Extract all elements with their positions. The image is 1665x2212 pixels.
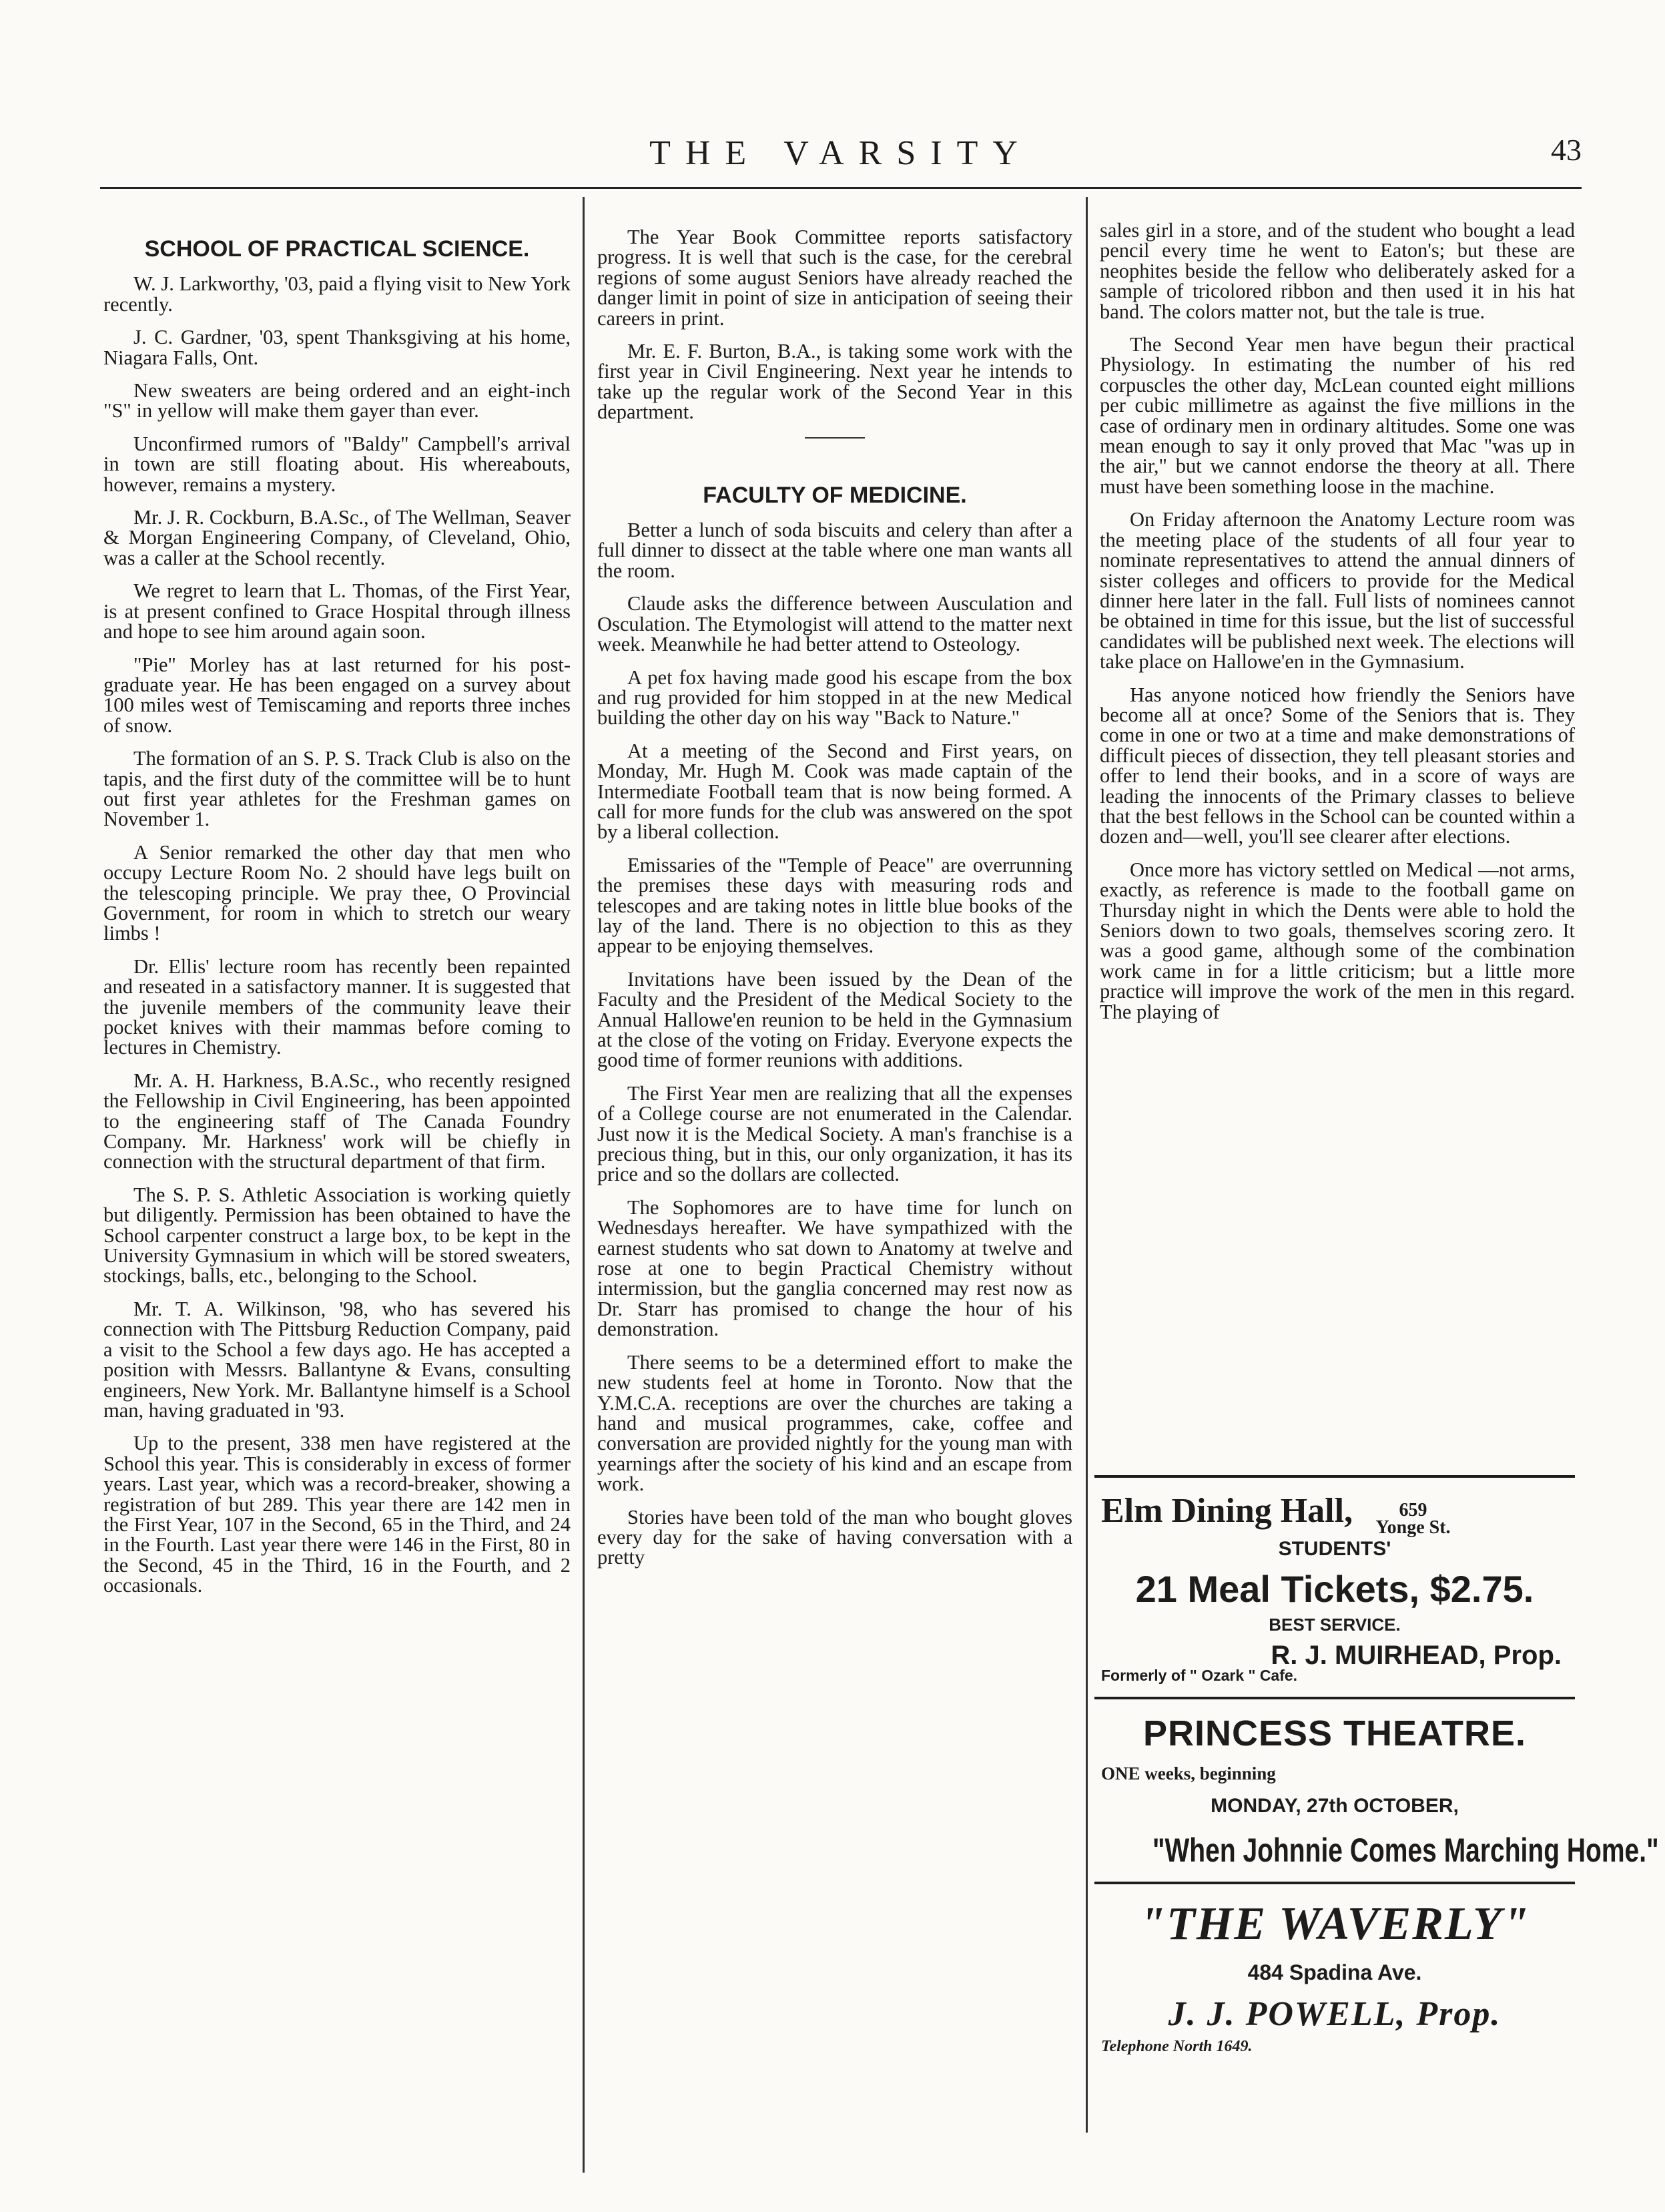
article-paragraph: Emissaries of the "Temple of Peace" are overrunning the premises these days with measuring rods and telescopes and are taking notes in little blue books of the lay of the land. There is no objection to this as they appear to be enjoying themselves. (597, 853, 1072, 958)
column-spse (103, 227, 571, 1609)
ad-princess-date: MONDAY, 27th OCTOBER, (1211, 1794, 1459, 1817)
header-rule (100, 187, 1582, 189)
page-header (100, 120, 1582, 180)
article-paragraph: Mr. A. H. Harkness, B.A.Sc., who recently resigned the Fellowship in Civil Engineering, has been appointed to the engineering staff of The Canada Foundry Company. Mr. Harkness' work will be chiefly in connection with the structural department of that firm. (103, 1069, 571, 1173)
article-paragraph: Mr. T. A. Wilkinson, '98, who has severed his connection with The Pittsburg Reduction Company, paid a visit to the School a few days ago. He has accepted a position with Messrs. Ballantyne & Evans, consulting engineers, New York. Mr. Ballantyne himself is a School man, having graduated in '93. (103, 1297, 571, 1422)
ad-elm-address-street: Yonge St. (1375, 1516, 1451, 1538)
article-paragraph: There seems to be a determined effort to make the new students feel at home in Toronto. Now that the Y.M.C.A. receptions are over the churches are taking a hand and musical programmes, cake, coffee and conversation are provided nightly for the young man with yearnings after the society of his kind and an escape from work. (597, 1350, 1072, 1496)
section-heading-medicine: FACULTY OF MEDICINE. (703, 482, 967, 508)
article-paragraph: A pet fox having made good his escape from the box and rug provided for him stopped in at the new Medical building the other day on his way "Back to Nature." (597, 665, 1072, 730)
article-paragraph: J. C. Gardner, '03, spent Thanksgiving at his home, Niagara Falls, Ont. (103, 326, 571, 369)
ad-the-waverly (1094, 1884, 1575, 2068)
article-paragraph: The Sophomores are to have time for lunch on Wednesdays hereafter. We have sympathized with the earnest students who sat down to Anatomy at twelve and rose at one to begin Practical Chemistry without intermission, but the ganglia concerned may rest now as Dr. Starr has promised to change the hour of his demonstration. (597, 1195, 1072, 1341)
article-paragraph: We regret to learn that L. Thomas, of the First Year, is at present confined to Grace Hospital through illness and hope to see him around again soon. (103, 579, 571, 643)
article-paragraph: W. J. Larkworthy, '03, paid a flying visit to New York recently. (103, 272, 571, 316)
ad-elm-address (1375, 1499, 1451, 1538)
ad-elm-proprietor: R. J. MUIRHEAD, Prop. (1271, 1640, 1562, 1670)
article-paragraph: Once more has victory settled on Medical —not arms, exactly, as reference is made to the football game on Thursday night in which the Dents were able to hold the Seniors down to two goals, themselves scoring zero. It was a good game, although some of the combination work came in for a little criticism; but a little more practice will improve the work of the men in this regard. The playing of (1100, 858, 1575, 1023)
article-paragraph: Dr. Ellis' lecture room has recently been repainted and reseated in a satisfactory manner. It is suggested that the juvenile members of the community leave their pocket knives with their mammas before coming to lectures in Chemistry. (103, 954, 571, 1059)
article-paragraph: On Friday afternoon the Anatomy Lecture room was the meeting place of the students of all four year to nominate representatives to attend the annual dinners of sister colleges and officers to provide for the Medical dinner here later in the fall. Full lists of nominees cannot be obtained in time for this issue, but the list of successful candidates will be published next week. The elections will take place on Hallowe'en in the Gymnasium. (1100, 508, 1575, 673)
article-paragraph: Invitations have been issued by the Dean of the Faculty and the President of the Medical Society to the Annual Hallowe'en reunion to be held in the Gymnasium at the close of the voting on Friday. Everyone expects the good time of former reunions with additions. (597, 967, 1072, 1072)
section-heading-spse: SCHOOL OF PRACTICAL SCIENCE. (144, 236, 530, 262)
article-paragraph: Better a lunch of soda biscuits and celery than after a full dinner to dissect at the table where one man wants all the room. (597, 519, 1072, 582)
section-separator (805, 437, 865, 439)
article-paragraph: Mr. J. R. Cockburn, B.A.Sc., of The Wellman, Seaver & Morgan Engineering Company, of Cleveland, Ohio, was a caller at the School recently. (103, 506, 571, 569)
page-number: 43 (1551, 133, 1582, 167)
newspaper-title: THE VARSITY (649, 134, 1032, 172)
column-divider-1 (583, 197, 585, 2173)
advertisements (1094, 1475, 1659, 2068)
ad-elm-name: Elm Dining Hall, (1101, 1492, 1353, 1530)
ad-princess-name: PRINCESS THEATRE. (1142, 1713, 1527, 1753)
ad-elm-dining-hall (1094, 1478, 1575, 1697)
article-paragraph: Has anyone noticed how friendly the Seniors have become all at once? Some of the Seniors that is. They come in one or two at a time and make demonstrations of difficult pieces of dissection, they tell pleasant stories and offer to lend their books, and in a score of ways are leading the innocents of the Primary classes to believe that the best fellows in the School can be counted within a dozen and—well, you'll see clearer after elections. (1100, 683, 1575, 848)
article-paragraph: sales girl in a store, and of the student who bought a lead pencil every time he went to Eaton's; but these are neophites beside the fellow who deliberately asked for a sample of tricolored ribbon and then used it in his hat band. The colors matter not, but the tale is true. (1100, 219, 1575, 323)
article-paragraph: Up to the present, 338 men have registered at the School this year. This is considerably in excess of former years. Last year, which was a record-breaker, showing a registration of but 289. This year there are 142 men in the First Year, 107 in the Second, 65 in the Third, and 24 in the Fourth. Last year there were 146 in the First, 80 in the Second, 45 in the Third, 16 in the Fourth, and 2 occasionals. (103, 1432, 571, 1597)
ad-princess-show: "When Johnnie Comes Marching Home." (1152, 1831, 1659, 1869)
ad-elm-students: STUDENTS' (1278, 1537, 1391, 1560)
ad-princess-weeks: ONE weeks, beginning (1101, 1763, 1276, 1783)
ad-elm-address-number: 659 (1399, 1499, 1427, 1520)
ad-waverly-proprietor: J. J. POWELL, Prop. (1168, 1994, 1502, 2033)
column-medicine-continued (1100, 220, 1575, 1035)
article-paragraph: Claude asks the difference between Ausculation and Osculation. The Etymologist will attend to the matter next week. Meanwhile he had better attend to Osteology. (597, 592, 1072, 656)
article-paragraph: The S. P. S. Athletic Association is working quietly but diligently. Permission has been obtained to have the School carpenter construct a large box, to be kept in the University Gymnasium in which will be stored sweaters, stockings, balls, etc., belonging to the School. (103, 1183, 571, 1288)
article-paragraph: Mr. E. F. Burton, B.A., is taking some work with the first year in Civil Engineering. Next year he intends to take up the regular work of the Second Year in this department. (597, 340, 1072, 424)
article-paragraph: The Year Book Committee reports satisfactory progress. It is well that such is the case, for the cerebral regions of some august Seniors have already reached the danger limit in point of size in anticipation of seeing their careers in print. (597, 226, 1072, 330)
article-paragraph: The formation of an S. P. S. Track Club is also on the tapis, and the first duty of the committee will be to hunt out first year athletes for the Freshman games on November 1. (103, 747, 571, 831)
ad-elm-formerly: Formerly of " Ozark " Cafe. (1101, 1666, 1298, 1684)
article-paragraph: At a meeting of the Second and First years, on Monday, Mr. Hugh M. Cook was made captain of the Intermediate Football team that is now being formed. A call for more funds for the club was answered on the spot by a liberal collection. (597, 739, 1072, 844)
article-paragraph: "Pie" Morley has at last returned for his post-graduate year. He has been engaged on a survey about 100 miles west of Temiscaming and reports three inches of snow. (103, 653, 571, 737)
ad-waverly-telephone: Telephone North 1649. (1101, 2037, 1253, 2055)
column-divider-2 (1086, 197, 1088, 2133)
ad-princess-theatre (1094, 1699, 1659, 1882)
ad-elm-service: BEST SERVICE. (1269, 1614, 1401, 1635)
article-paragraph: Stories have been told of the man who bought gloves every day for the sake of having conversation with a pretty (597, 1505, 1072, 1569)
article-paragraph: New sweaters are being ordered and an eight-inch "S" in yellow will make them gayer than ever. (103, 379, 571, 423)
article-paragraph: The Second Year men have begun their practical Physiology. In estimating the number of his red corpuscles the other day, McLean counted eight millions per cubic millimetre as against the five millions in the case of ordinary men in ordinary altitudes. Some one was mean enough to say it only proved that Mac "was up in the air," but we cannot endorse the theory at all. There must have been something loose in the machine. (1100, 333, 1575, 498)
ad-waverly-name: "THE WAVERLY" (1139, 1898, 1530, 1950)
article-paragraph: The First Year men are realizing that all the expenses of a College course are not enumerated in the Calendar. Just now it is the Medical Society. A man's franchise is a precious thing, but in this, our only organization, it has its price and so the dollars are collected. (597, 1081, 1072, 1186)
ad-elm-tickets: 21 Meal Tickets, $2.75. (1135, 1567, 1534, 1610)
article-paragraph: A Senior remarked the other day that men who occupy Lecture Room No. 2 should have legs built on the telescoping principle. We pray thee, O Provincial Government, for room in which to stretch our weary limbs ! (103, 840, 571, 945)
ad-waverly-address: 484 Spadina Ave. (1247, 1960, 1422, 1984)
column-medicine (597, 227, 1072, 1581)
article-paragraph: Unconfirmed rumors of "Baldy" Campbell's arrival in town are still floating about. His whereabouts, however, remains a mystery. (103, 432, 571, 496)
